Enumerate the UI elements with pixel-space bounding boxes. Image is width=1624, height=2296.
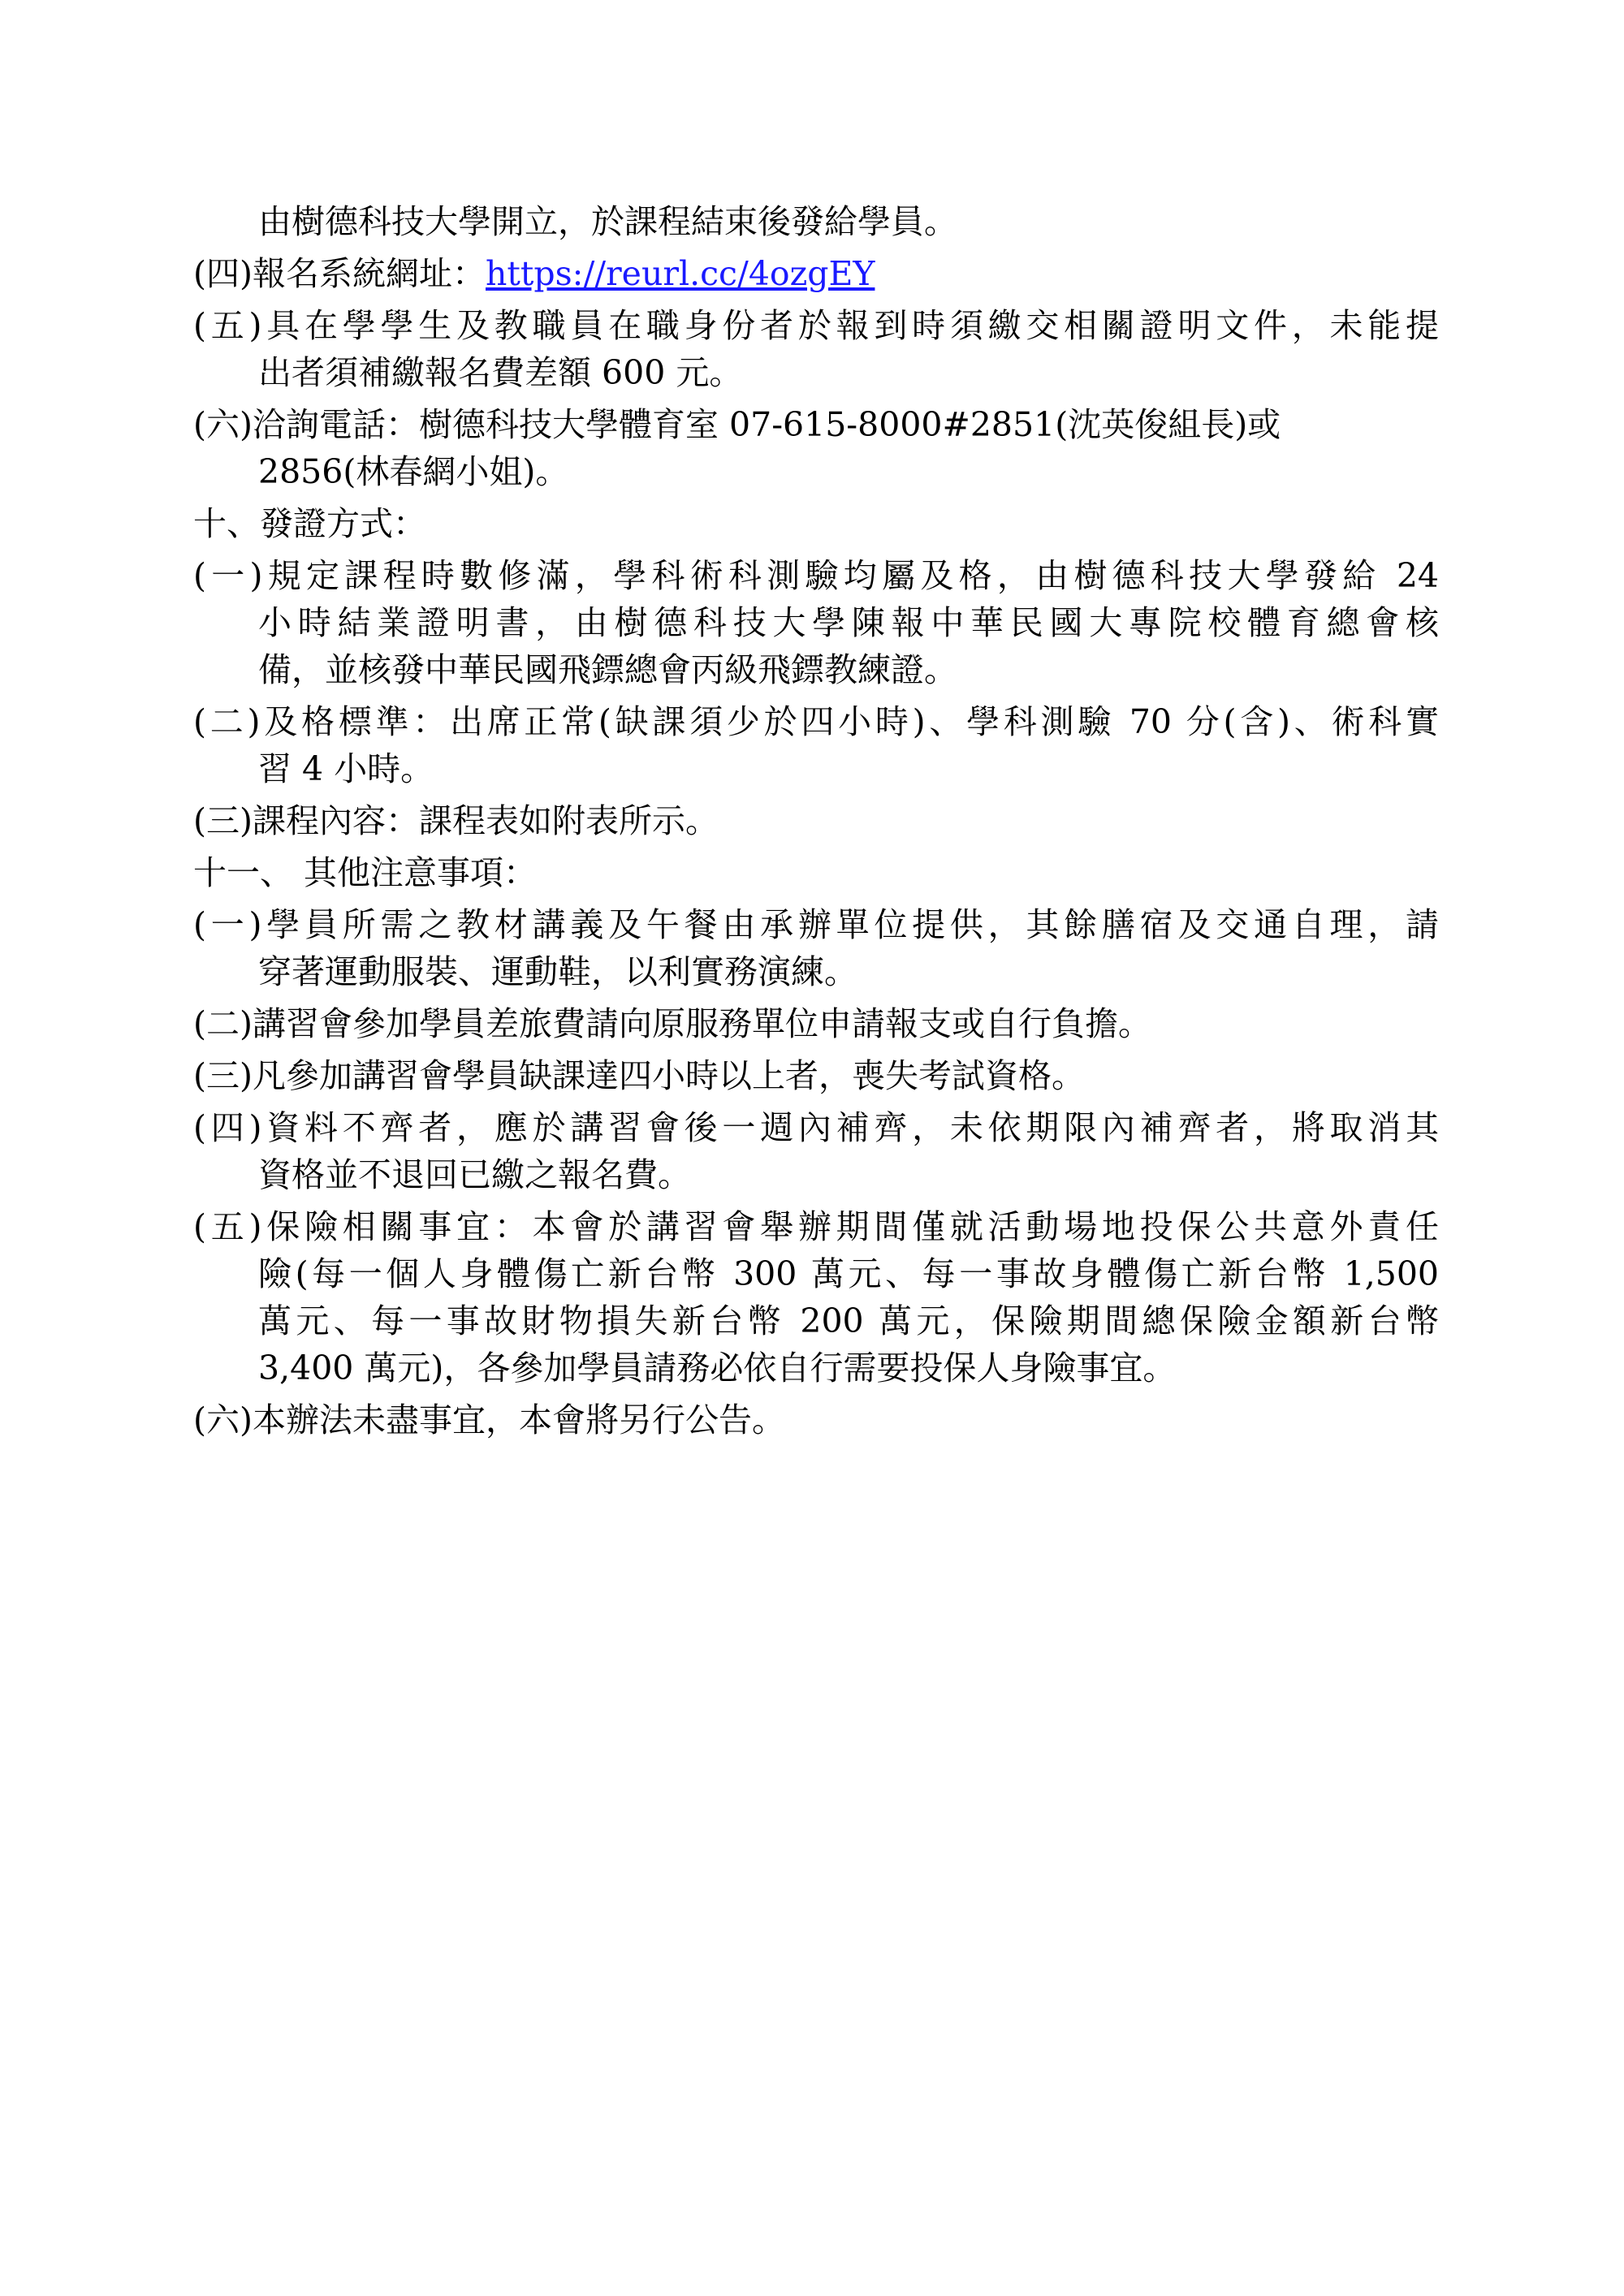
- text-line: 險(每一個人身體傷亡新台幣 300 萬元、每一事故身體傷亡新台幣 1,500: [258, 1254, 1439, 1293]
- registration-link[interactable]: https://reurl.cc/4ozgEY: [486, 254, 875, 293]
- text-line: (三)凡參加講習會學員缺課達四小時以上者，喪失考試資格。: [193, 1056, 1085, 1095]
- text-line: 2856(林春網小姐)。: [258, 452, 569, 491]
- text-line: (二)講習會參加學員差旅費請向原服務單位申請報支或自行負擔。: [193, 1004, 1151, 1043]
- text-line: (六)本辦法未盡事宜，本會將另行公告。: [193, 1400, 785, 1439]
- text-line: (二)及格標準：出席正常(缺課須少於四小時)、學科測驗 70 分(含)、術科實: [193, 702, 1439, 741]
- text-line: 習 4 小時。: [258, 749, 434, 788]
- text-line: (三)課程內容：課程表如附表所示。: [193, 801, 719, 840]
- text-line: 穿著運動服裝、運動鞋，以利實務演練。: [258, 952, 857, 991]
- section-heading: 十、發證方式：: [193, 504, 426, 543]
- text-line: (一)規定課程時數修滿，學科術科測驗均屬及格，由樹德科技大學發給 24: [193, 556, 1439, 595]
- text-line: (六)洽詢電話：樹德科技大學體育室 07-615-8000#2851(沈英俊組長)或: [193, 405, 1281, 444]
- text-line: (四)資料不齊者，應於講習會後一週內補齊，未依期限內補齊者，將取消其: [193, 1108, 1439, 1147]
- text-line: (一)學員所需之教材講義及午餐由承辦單位提供，其餘膳宿及交通自理，請: [193, 905, 1439, 944]
- text-line: 出者須補繳報名費差額 600 元。: [258, 353, 743, 392]
- text-line: [193, 250, 875, 297]
- text-line: (五)具在學學生及教職員在職身份者於報到時須繳交相關證明文件，未能提: [193, 306, 1439, 345]
- registration-label: (四)報名系統網址：: [193, 254, 486, 293]
- text-line: 小時結業證明書，由樹德科技大學陳報中華民國大專院校體育總會核: [258, 603, 1439, 642]
- text-line: 備，並核發中華民國飛鏢總會丙級飛鏢教練證。: [258, 650, 957, 689]
- text-line: 由樹德科技大學開立，於課程結束後發給學員。: [258, 202, 957, 241]
- text-line: 3,400 萬元)，各參加學員請務必依自行需要投保人身險事宜。: [258, 1349, 1177, 1388]
- text-line: (五)保險相關事宜：本會於講習會舉辦期間僅就活動場地投保公共意外責任: [193, 1207, 1439, 1246]
- section-heading: 十一、 其他注意事項：: [193, 853, 538, 892]
- text-line: 資格並不退回已繳之報名費。: [258, 1155, 691, 1194]
- text-line: 萬元、每一事故財物損失新台幣 200 萬元，保險期間總保險金額新台幣: [258, 1301, 1439, 1340]
